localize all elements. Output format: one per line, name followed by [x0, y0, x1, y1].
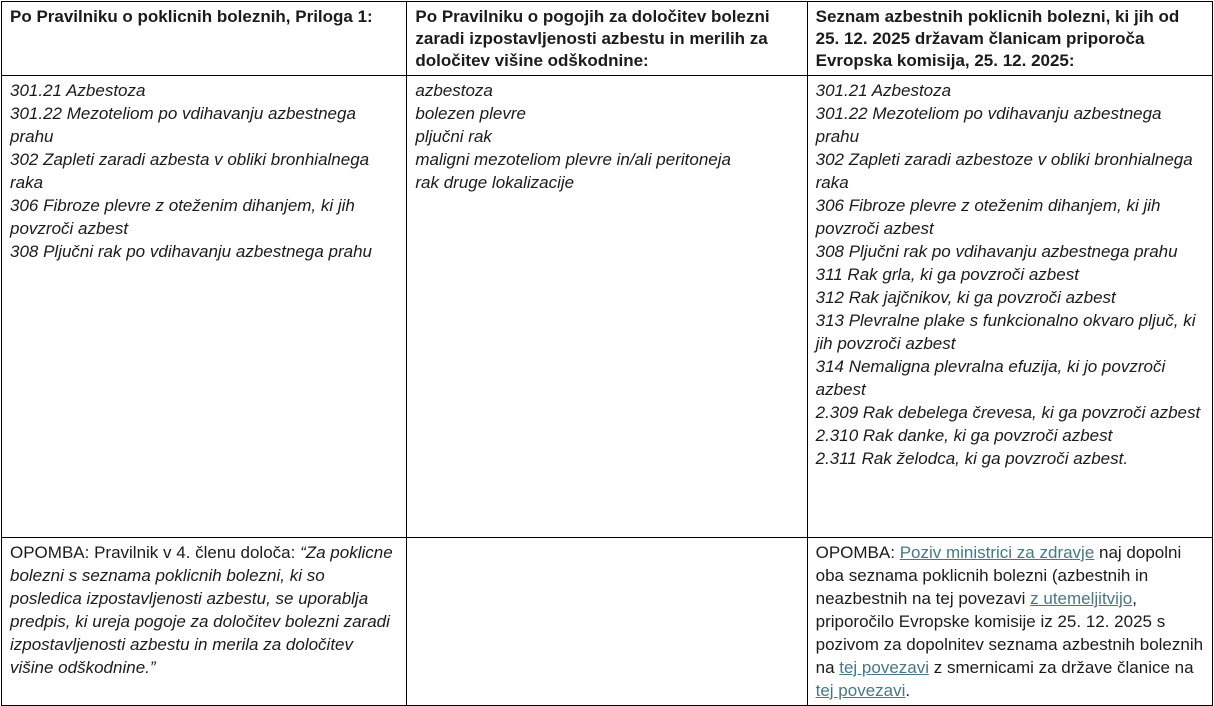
- link-tej-povezavi-2[interactable]: tej povezavi: [815, 681, 906, 700]
- note-text-segment: , priporočilo Evropske komisije iz 25. 12. 2025 s pozivom za dopolnitev seznama azbestnih boleznih na: [815, 589, 1204, 677]
- disease-item: 312 Rak jajčnikov, ki ga povzroči azbest: [815, 288, 1116, 307]
- disease-item: 301.22 Mezoteliom po vdihavanju azbestnega prahu: [815, 104, 1162, 146]
- note-quote: “Za poklicne bolezni s seznama poklicnih bolezni, ki so posledica izpostavljenosti azbestu, se uporablja predpis, ki ureja pogoje za določitev bolezni zaradi izpostavljenosti azbestu in merila za določitev višine odškodnine.”: [10, 543, 393, 677]
- disease-item: 308 Pljučni rak po vdihavanju azbestnega prahu: [10, 242, 372, 261]
- asbestos-diseases-table: [1, 1, 1213, 706]
- disease-item: 314 Nemaligna plevralna efuzija, ki jo povzroči azbest: [815, 357, 1166, 399]
- cell-note-empty: [407, 538, 807, 706]
- note-text-segment: .: [905, 681, 911, 700]
- link-tej-povezavi-1[interactable]: tej povezavi: [839, 658, 930, 677]
- cell-diseases-priloga1: [2, 76, 407, 538]
- header-cell-pravilnik-poklicne: [2, 2, 407, 76]
- disease-item: 2.310 Rak danke, ki ga povzroči azbest: [815, 426, 1113, 445]
- disease-item: rak druge lokalizacije: [415, 173, 575, 192]
- disease-item: 302 Zapleti zaradi azbesta v obliki bronhialnega raka: [10, 150, 370, 192]
- disease-item: pljučni rak: [415, 127, 492, 146]
- link-poziv-ministrici[interactable]: Poziv ministrici za zdravje: [899, 543, 1095, 562]
- disease-item: 308 Pljučni rak po vdihavanju azbestnega prahu: [815, 242, 1178, 261]
- disease-item: maligni mezoteliom plevre in/ali peritoneja: [415, 150, 731, 169]
- disease-item: 302 Zapleti zaradi azbestoze v obliki bronhialnega raka: [815, 150, 1193, 192]
- header-cell-seznam-ek: [807, 2, 1212, 76]
- disease-item: 2.309 Rak debelega črevesa, ki ga povzroči azbest: [815, 403, 1201, 422]
- disease-item: 301.22 Mezoteliom po vdihavanju azbestnega prahu: [10, 104, 356, 146]
- link-z-utemeljitvijo[interactable]: z utemeljitvijo: [1030, 589, 1133, 608]
- note-text-segment: OPOMBA:: [815, 543, 900, 562]
- disease-item: 2.311 Rak želodca, ki ga povzroči azbest.: [815, 449, 1129, 468]
- column-header: Seznam azbestnih poklicnih bolezni, ki jih od 25. 12. 2025 državam članicam priporoča Evropska komisija, 25. 12. 2025:: [815, 7, 1180, 70]
- disease-item: 301.21 Azbestoza: [10, 81, 146, 100]
- disease-item: 313 Plevralne plake s funkcionalno okvaro pljuč, ki jih povzroči azbest: [815, 311, 1196, 353]
- disease-item: bolezen plevre: [415, 104, 526, 123]
- disease-item: 306 Fibroze plevre z oteženim dihanjem, ki jih povzroči azbest: [815, 196, 1161, 238]
- disease-item: azbestoza: [415, 81, 493, 100]
- note-text-segment: z smernicami za države članice na: [929, 658, 1194, 677]
- header-cell-pravilnik-pogoji: [407, 2, 807, 76]
- disease-item: 306 Fibroze plevre z oteženim dihanjem, ki jih povzroči azbest: [10, 196, 355, 238]
- cell-diseases-pogoji: [407, 76, 807, 538]
- header-row: [2, 2, 1213, 76]
- note-prefix: OPOMBA: Pravilnik v 4. členu določa:: [10, 543, 301, 562]
- column-header: Po Pravilniku o poklicnih boleznih, Priloga 1:: [10, 7, 373, 26]
- cell-note-poziv: [807, 538, 1212, 706]
- disease-item: 301.21 Azbestoza: [815, 81, 952, 100]
- cell-note-pravilnik: [2, 538, 407, 706]
- cell-diseases-ek-seznam: [807, 76, 1212, 538]
- note-text-segment: naj dopolni oba seznama poklicnih bolezni (azbestnih in neazbestnih na tej povezavi: [815, 543, 1182, 608]
- body-row: [2, 76, 1213, 538]
- note-row: [2, 538, 1213, 706]
- disease-item: 311 Rak grla, ki ga povzroči azbest: [815, 265, 1079, 284]
- column-header: Po Pravilniku o pogojih za določitev bolezni zaradi izpostavljenosti azbestu in merilih za določitev višine odškodnine:: [415, 7, 770, 70]
